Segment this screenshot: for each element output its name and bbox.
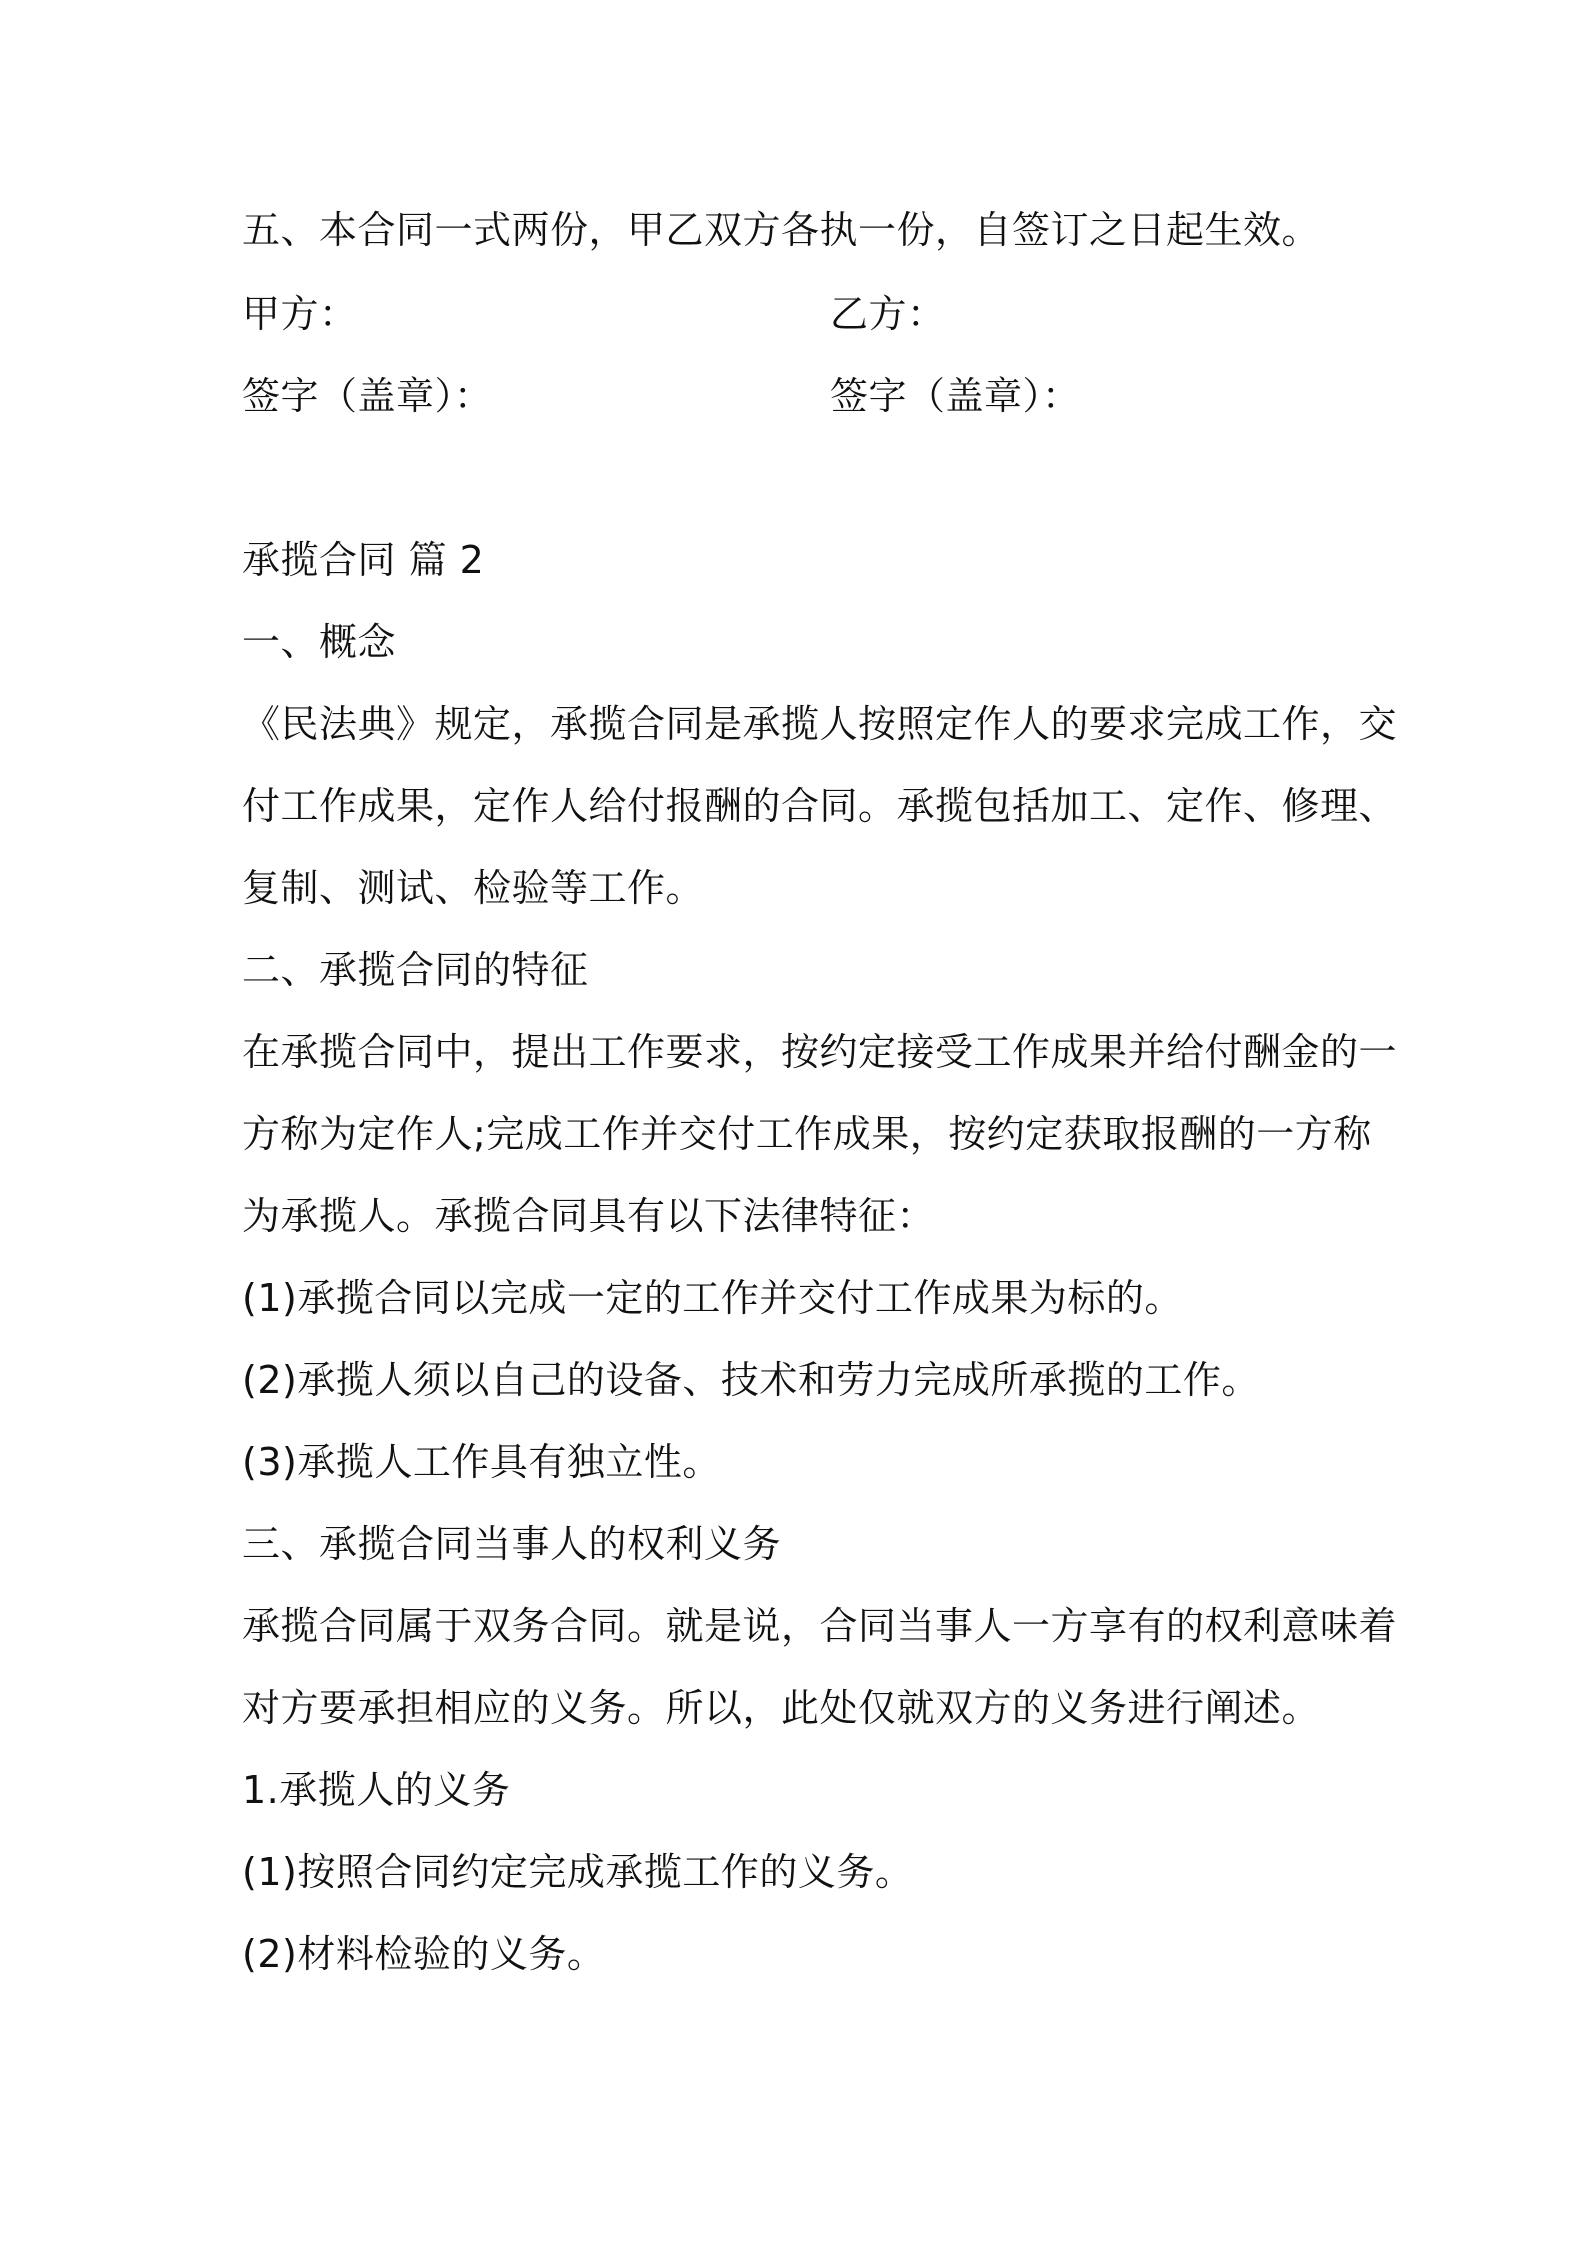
- feature-item-2: (2)承揽人须以自己的设备、技术和劳力完成所承揽的工作。: [242, 1358, 1260, 1402]
- heading-features: 二、承揽合同的特征: [242, 948, 589, 992]
- paragraph-concept-line-1: 《民法典》规定，承揽合同是承揽人按照定作人的要求完成工作，交: [242, 702, 1398, 746]
- paragraph-features-line-1: 在承揽合同中，提出工作要求，按约定接受工作成果并给付酬金的一: [242, 1030, 1398, 1074]
- paragraph-concept-line-2: 付工作成果，定作人给付报酬的合同。承揽包括加工、定作、修理、: [242, 784, 1398, 828]
- party-a-signature-label: 签字（盖章）：: [242, 374, 493, 418]
- paragraph-rights-line-2: 对方要承担相应的义务。所以，此处仅就双方的义务进行阐述。: [242, 1686, 1321, 1730]
- closing-clause: 五、本合同一式两份，甲乙双方各执一份，自签订之日起生效。: [242, 208, 1321, 252]
- section-title: 承揽合同 篇 2: [242, 538, 485, 582]
- feature-item-1: (1)承揽合同以完成一定的工作并交付工作成果为标的。: [242, 1276, 1183, 1320]
- party-b-label: 乙方：: [830, 292, 946, 336]
- paragraph-features-line-3: 为承揽人。承揽合同具有以下法律特征：: [242, 1194, 936, 1238]
- party-a-label: 甲方：: [242, 292, 358, 336]
- duty-item-1: (1)按照合同约定完成承揽工作的义务。: [242, 1850, 914, 1894]
- heading-concept: 一、概念: [242, 620, 397, 664]
- subheading-contractor-duties: 1.承揽人的义务: [242, 1768, 511, 1812]
- paragraph-features-line-2: 方称为定作人;完成工作并交付工作成果，按约定获取报酬的一方称: [242, 1112, 1372, 1156]
- feature-item-3: (3)承揽人工作具有独立性。: [242, 1440, 721, 1484]
- paragraph-concept-line-3: 复制、测试、检验等工作。: [242, 866, 705, 910]
- party-b-signature-label: 签字（盖章）：: [830, 374, 1081, 418]
- heading-rights-obligations: 三、承揽合同当事人的权利义务: [242, 1522, 782, 1566]
- duty-item-2: (2)材料检验的义务。: [242, 1932, 606, 1976]
- paragraph-rights-line-1: 承揽合同属于双务合同。就是说，合同当事人一方享有的权利意味着: [242, 1604, 1398, 1648]
